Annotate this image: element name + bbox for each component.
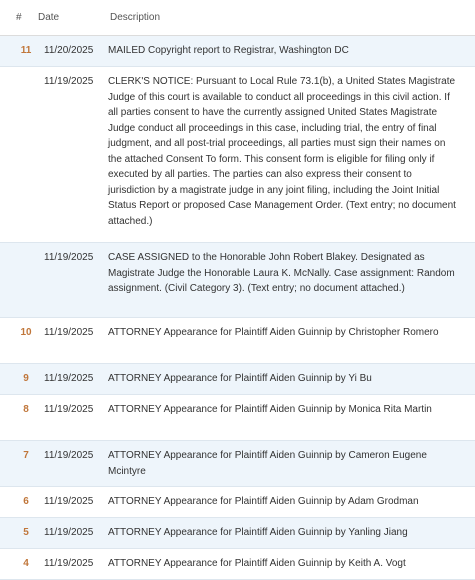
entry-description: ATTORNEY Appearance for Plaintiff Aiden Guinnip by Monica Rita Martin: [108, 404, 432, 415]
entry-number[interactable]: 11: [20, 45, 32, 56]
entry-description: ATTORNEY Appearance for Plaintiff Aiden Guinnip by Keith A. Vogt: [108, 558, 406, 569]
entry-date: 11/19/2025: [44, 496, 94, 507]
entry-description: MAILED Copyright report to Registrar, Washington DC: [108, 45, 349, 56]
entry-date: 11/19/2025: [44, 558, 94, 569]
entry-description: ATTORNEY Appearance for Plaintiff Aiden Guinnip by Yi Bu: [108, 373, 372, 384]
entry-number[interactable]: 10: [20, 327, 32, 338]
docket-row: [0, 487, 475, 518]
table-header: [0, 0, 475, 36]
docket-row: [0, 441, 475, 487]
entry-date: 11/20/2025: [44, 45, 94, 56]
docket-row: [0, 67, 475, 243]
entry-number[interactable]: 7: [23, 450, 29, 461]
entry-description: CASE ASSIGNED to the Honorable John Robert Blakey. Designated as Magistrate Judge the Honorable Laura K. McNally. Case assignment: Random assignment. (Civil Category 3). (Text entry; no document attached.): [108, 252, 455, 294]
docket-row: [0, 518, 475, 549]
entry-date: 11/19/2025: [44, 527, 94, 538]
entry-description: ATTORNEY Appearance for Plaintiff Aiden Guinnip by Yanling Jiang: [108, 527, 408, 538]
entry-date: 11/19/2025: [44, 252, 94, 263]
entry-number[interactable]: 6: [23, 496, 29, 507]
docket-row: [0, 395, 475, 441]
entry-number[interactable]: 9: [23, 373, 29, 384]
docket-row: [0, 549, 475, 580]
docket-row: [0, 364, 475, 395]
entry-description: ATTORNEY Appearance for Plaintiff Aiden Guinnip by Christopher Romero: [108, 327, 439, 338]
entry-date: 11/19/2025: [44, 76, 94, 87]
docket-row: [0, 243, 475, 318]
entry-date: 11/19/2025: [44, 404, 94, 415]
entry-date: 11/19/2025: [44, 450, 94, 461]
header-date: Date: [38, 12, 60, 23]
entry-description: CLERK'S NOTICE: Pursuant to Local Rule 73.1(b), a United States Magistrate Judge of this court is available to conduct all proceedings in this civil action. If all parties consent to have the currently assigned United States Magistrate Judge conduct all proceedings in this case, including trial, the entry of final judgment, and all post-trial proceedings, all parties must sign their names on the attached Consent To form. This consent form is eligible for filing only if executed by all parties. The parties can also express their consent to jurisdiction by a magistrate judge in any joint filing, including the Joint Initial Status Report or proposed Case Management Order. (Text entry; no document attached.): [108, 76, 456, 227]
entry-description: ATTORNEY Appearance for Plaintiff Aiden Guinnip by Adam Grodman: [108, 496, 419, 507]
entry-date: 11/19/2025: [44, 373, 94, 384]
entry-number[interactable]: 8: [23, 404, 29, 415]
entry-description: ATTORNEY Appearance for Plaintiff Aiden Guinnip by Cameron Eugene Mcintyre: [108, 450, 427, 477]
entry-number[interactable]: 4: [23, 558, 29, 569]
header-number: #: [16, 12, 22, 23]
docket-row: [0, 318, 475, 364]
entry-number[interactable]: 5: [23, 527, 29, 538]
entry-date: 11/19/2025: [44, 327, 94, 338]
header-description: Description: [110, 12, 161, 23]
docket-row: [0, 36, 475, 67]
